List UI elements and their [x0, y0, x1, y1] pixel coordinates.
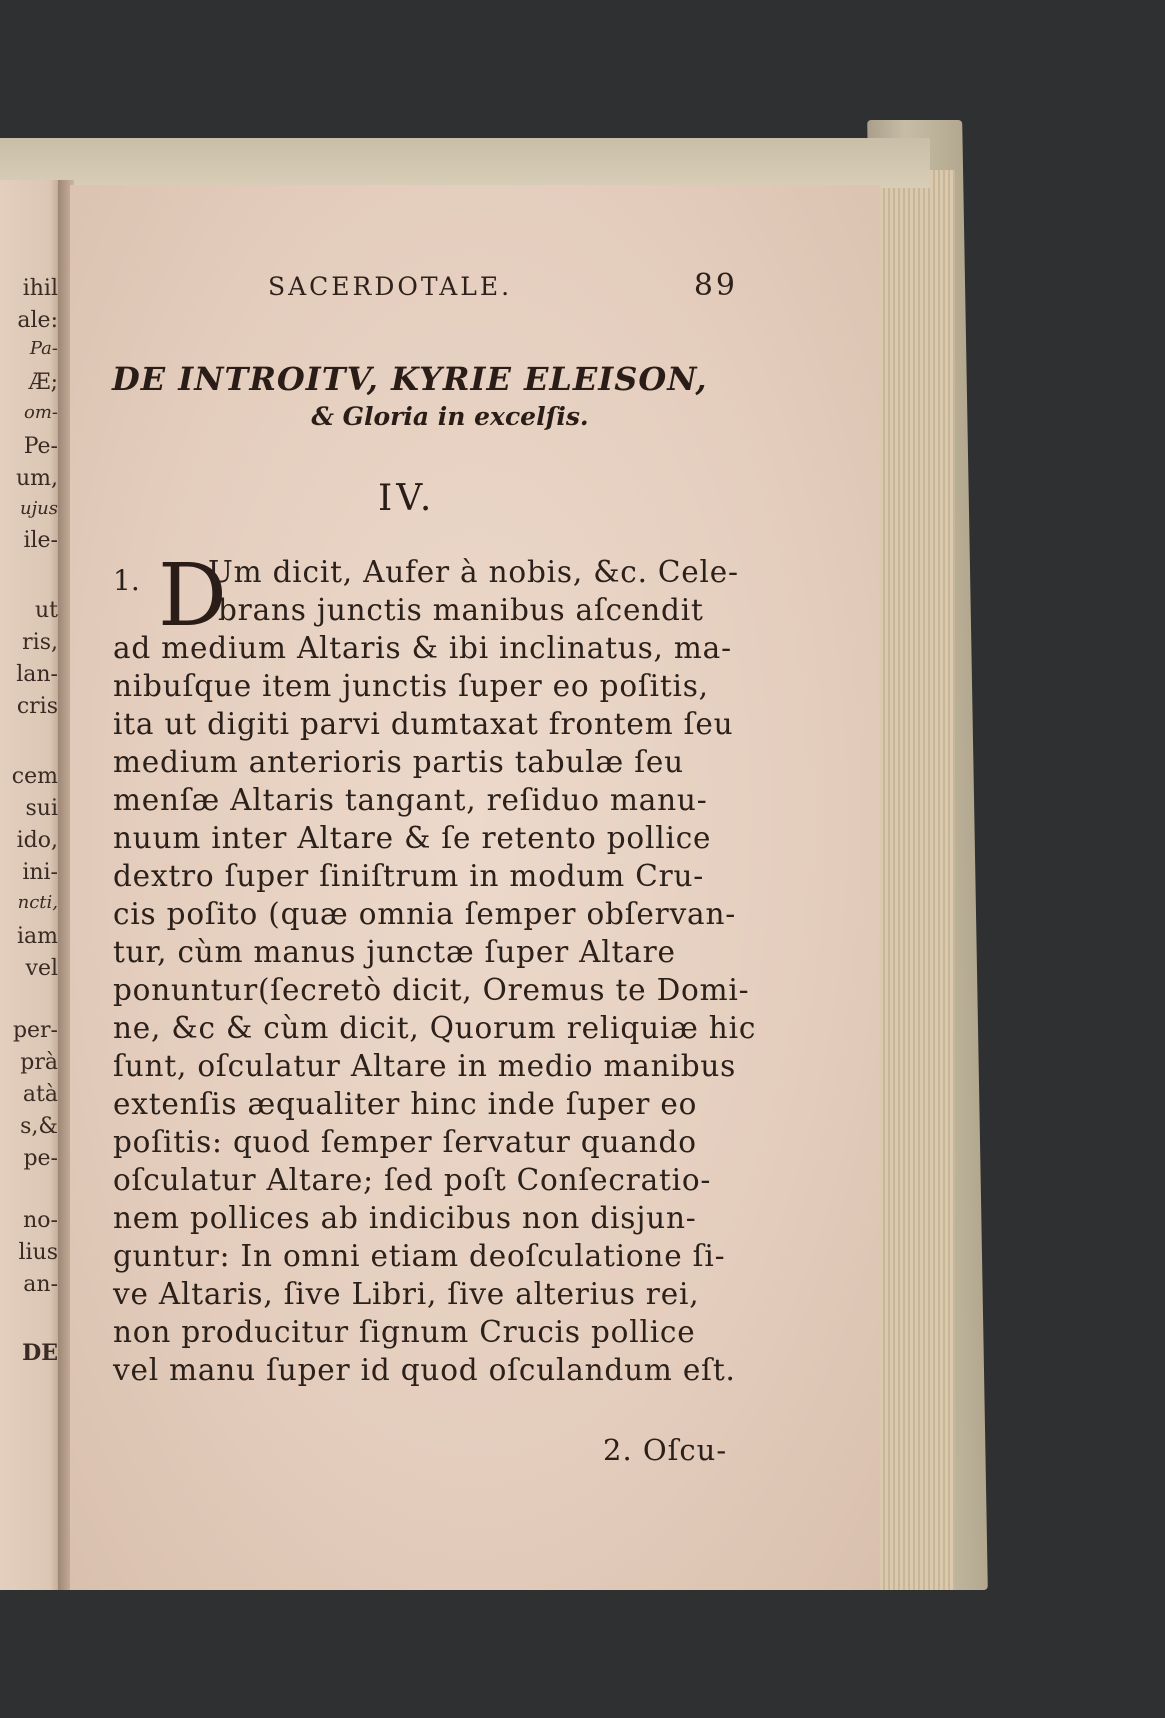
text-line: tur, cùm manus junctæ ſuper Altare [113, 935, 676, 969]
text-line: dextro ſuper ſiniſtrum in modum Cru- [113, 859, 705, 893]
text-line: nibuſque item junctis ſuper eo poſitis, [113, 669, 709, 703]
text-line: non producitur ſignum Crucis pollice [113, 1315, 696, 1349]
text-line: menſæ Altaris tangant, reſiduo manu- [113, 783, 708, 817]
text-line: medium anterioris partis tabulæ ſeu [113, 745, 684, 779]
left-fragment: Pa- [29, 338, 58, 359]
text-line: poſitis: quod ſemper ſervatur quando [113, 1125, 697, 1159]
running-head-title: SACERDOTALE. [268, 272, 513, 301]
left-fragment: ido, [16, 828, 58, 853]
left-fragment: ihil [22, 276, 58, 301]
left-fragment: iam [16, 924, 58, 949]
previous-page [0, 180, 62, 1590]
paragraph-number: 1. [113, 564, 140, 597]
left-fragment: DE [22, 1340, 58, 1366]
left-fragment: lius [18, 1240, 58, 1265]
chapter-subheading: & Gloria in excelſis. [311, 402, 589, 431]
catchword: 2. Oſcu- [603, 1433, 728, 1467]
text-line: oſculatur Altare; ſed poſt Conſecratio- [113, 1163, 712, 1197]
section-numeral: IV. [378, 478, 436, 519]
text-line: ponuntur(ſecretò dicit, Oremus te Domi- [113, 973, 750, 1007]
left-fragment: Æ; [28, 370, 58, 395]
book-top-edge [0, 138, 930, 188]
text-line: cis poſito (quæ omnia ſemper obſervan- [113, 897, 737, 931]
drop-cap: D [158, 546, 227, 646]
left-fragment: um, [15, 466, 58, 491]
text-line: vel manu ſuper id quod oſculandum eſt. [113, 1353, 736, 1387]
text-line: ne, &c & cùm dicit, Quorum reliquiæ hic [113, 1011, 757, 1045]
left-fragment: pe- [23, 1146, 58, 1171]
left-fragment: per- [12, 1018, 58, 1043]
left-fragment: om- [24, 402, 58, 423]
text-line: nuum inter Altare & ſe retento pollice [113, 821, 712, 855]
left-fragment: ut [34, 598, 58, 623]
left-fragment: cem [11, 764, 58, 789]
left-fragment: cris [16, 694, 58, 719]
left-fragment: vel [25, 956, 58, 981]
text-line: ita ut digiti parvi dumtaxat frontem ſeu [113, 707, 734, 741]
text-line: ve Altaris, ſive Libri, ſive alterius rei, [113, 1277, 700, 1311]
text-line: ſunt, oſculatur Altare in medio manibus [113, 1049, 737, 1083]
running-head [268, 268, 738, 312]
left-fragment: ile- [23, 528, 58, 553]
left-fragment: atà [22, 1082, 58, 1107]
left-fragment: ini- [22, 860, 58, 885]
left-fragment: ncti, [17, 892, 58, 913]
text-line: Um dicit, Aufer à nobis, &c. Cele- [208, 555, 739, 589]
page-number: 89 [693, 268, 738, 303]
text-line: guntur: In omni etiam deoſculatione ſi- [113, 1239, 726, 1273]
text-line: ad medium Altaris & ibi inclinatus, ma- [113, 631, 732, 665]
text-line: nem pollices ab indicibus non disjun- [113, 1201, 697, 1235]
left-fragment: sui [25, 796, 58, 821]
left-fragment: Pe- [23, 434, 58, 459]
left-fragment: no- [23, 1208, 58, 1233]
left-fragment: ujus [19, 498, 58, 519]
text-line: extenſis æqualiter hinc inde ſuper eo [113, 1087, 698, 1121]
left-fragment: prà [20, 1050, 58, 1075]
left-fragment: ris, [22, 630, 58, 655]
left-fragment: lan- [16, 662, 58, 687]
left-fragment: s,& [20, 1114, 58, 1139]
chapter-heading: DE INTROITV, KYRIE ELEISON, [112, 360, 708, 398]
text-line: brans junctis manibus aſcendit [218, 593, 704, 627]
left-fragment: ale: [17, 308, 58, 333]
left-fragment: an- [23, 1272, 58, 1297]
